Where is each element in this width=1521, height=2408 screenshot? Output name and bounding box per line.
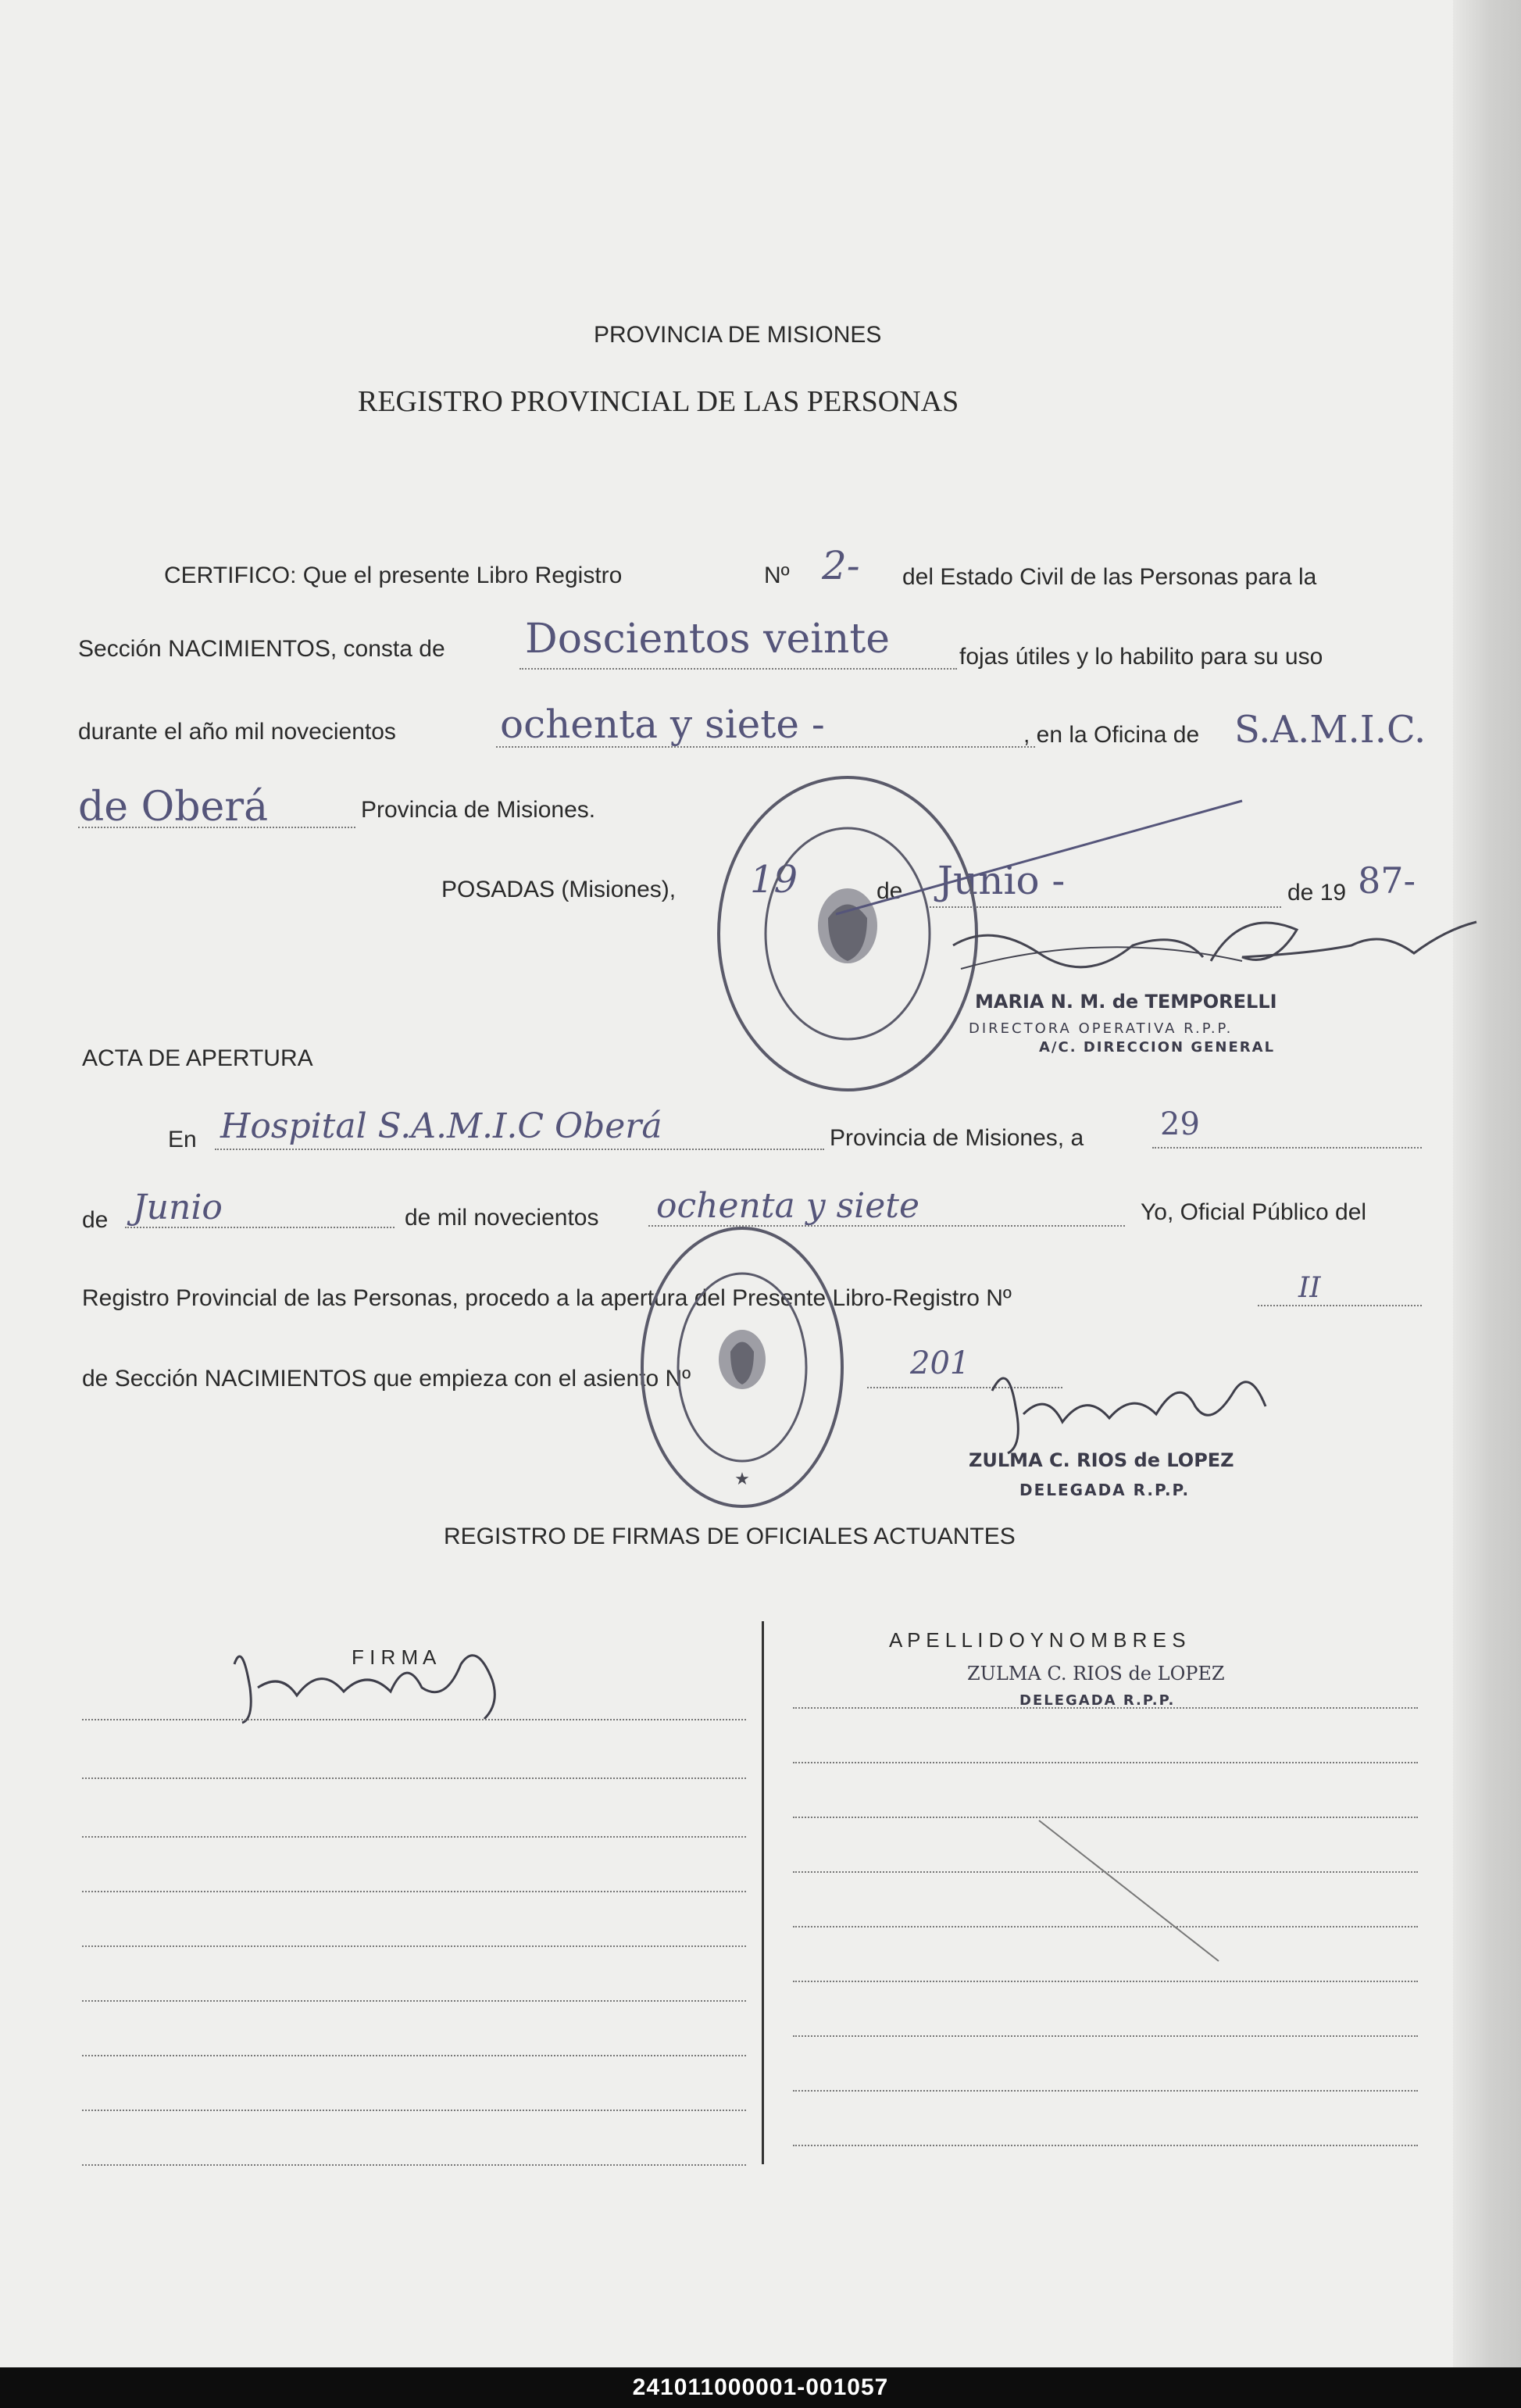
cert-line3-mid: , en la Oficina de [1023, 722, 1200, 748]
delegate-name: ZULMA C. RIOS de LOPEZ [969, 1449, 1234, 1471]
acta-l3-pre: Registro Provincial de las Personas, procedo a la apertura del Presente Libro-Registro Nº [82, 1285, 1012, 1311]
col-signature-header: F I R M A [352, 1645, 437, 1669]
acta-year: ochenta y siete [656, 1186, 920, 1226]
sig-row [82, 1836, 746, 1838]
archive-code: 241011000001-001057 [0, 2367, 1521, 2408]
svg-text:★: ★ [734, 1469, 750, 1488]
acta-entry-no: 201 [910, 1345, 970, 1381]
acta-book-no: II [1298, 1272, 1321, 1304]
name-row [793, 1762, 1418, 1763]
cert-line1-post: del Estado Civil de las Personas para la [902, 564, 1317, 590]
acta-l2-pre: de [82, 1207, 109, 1233]
cert-office-cont: de Oberá [78, 784, 269, 831]
cert-line1-pre: CERTIFICO: Que el presente Libro Registro [164, 563, 623, 588]
col-name-header: A P E L L I D O Y N O M B R E S [889, 1628, 1186, 1652]
name-row [793, 1707, 1418, 1709]
registry-heading: REGISTRO PROVINCIAL DE LAS PERSONAS [358, 385, 959, 418]
delegate-signature [977, 1359, 1305, 1461]
acta-l1-mid: Provincia de Misiones, a [830, 1125, 1084, 1151]
cert-office: S.A.M.I.C. [1234, 708, 1426, 752]
column-divider [762, 1621, 764, 2164]
acta-l4-pre: de Sección NACIMIENTOS que empieza con el asiento Nº [82, 1366, 691, 1392]
acta-month: Junio [133, 1188, 223, 1227]
name-row [793, 2145, 1418, 2146]
firma-signature [219, 1641, 562, 1727]
delegate-seal [633, 1219, 859, 1524]
province-heading: PROVINCIA DE MISIONES [594, 322, 882, 348]
cert-line1-no: Nº [764, 563, 790, 588]
cert-day: 19 [750, 858, 798, 902]
cert-line3-pre: durante el año mil novecientos [78, 719, 396, 745]
cert-month: Junio - [937, 858, 1066, 903]
acta-l1-pre: En [168, 1127, 197, 1152]
cert-line4-post: Provincia de Misiones. [361, 797, 596, 823]
sig-row [82, 2164, 746, 2166]
book-spine-shadow [1453, 0, 1521, 2367]
right-role: DELEGADA R.P.P. [1019, 1692, 1176, 1709]
name-row [793, 2090, 1418, 2092]
name-row [793, 2035, 1418, 2037]
sig-row [82, 1945, 746, 1947]
acta-day: 29 [1160, 1106, 1200, 1142]
sig-row [82, 2110, 746, 2111]
acta-l2-mid: de mil novecientos [405, 1205, 599, 1231]
cert-de1: de [877, 878, 903, 904]
acta-l2-post: Yo, Oficial Público del [1141, 1199, 1367, 1225]
cert-year-suffix: 87- [1358, 859, 1416, 902]
acta-title: ACTA DE APERTURA [82, 1045, 313, 1071]
sig-row [82, 2000, 746, 2002]
signatures-title: REGISTRO DE FIRMAS DE OFICIALES ACTUANTES [444, 1524, 1016, 1549]
sig-row [82, 2055, 746, 2056]
sig-row [82, 1891, 746, 1892]
delegate-role: DELEGADA R.P.P. [1019, 1481, 1191, 1499]
sig-row [82, 1719, 746, 1720]
director-role: DIRECTORA OPERATIVA R.P.P. [969, 1020, 1234, 1037]
cert-year-words: ochenta y siete - [500, 702, 825, 747]
sig-row [82, 1777, 746, 1779]
cert-de2: de 19 [1287, 880, 1347, 906]
director-name: MARIA N. M. de TEMPORELLI [975, 991, 1277, 1013]
cert-line2-pre: Sección NACIMIENTOS, consta de [78, 636, 445, 662]
acta-place: Hospital S.A.M.I.C Oberá [220, 1106, 662, 1146]
director-role2: A/C. DIRECCION GENERAL [1039, 1039, 1276, 1056]
name-row [793, 1981, 1418, 1982]
cert-book-number: 2- [822, 543, 860, 588]
cert-place: POSADAS (Misiones), [441, 877, 677, 902]
cert-pages-count: Doscientos veinte [525, 616, 891, 663]
cert-line2-post: fojas útiles y lo habilito para su uso [959, 644, 1323, 670]
right-name: ZULMA C. RIOS de LOPEZ [967, 1663, 1225, 1685]
